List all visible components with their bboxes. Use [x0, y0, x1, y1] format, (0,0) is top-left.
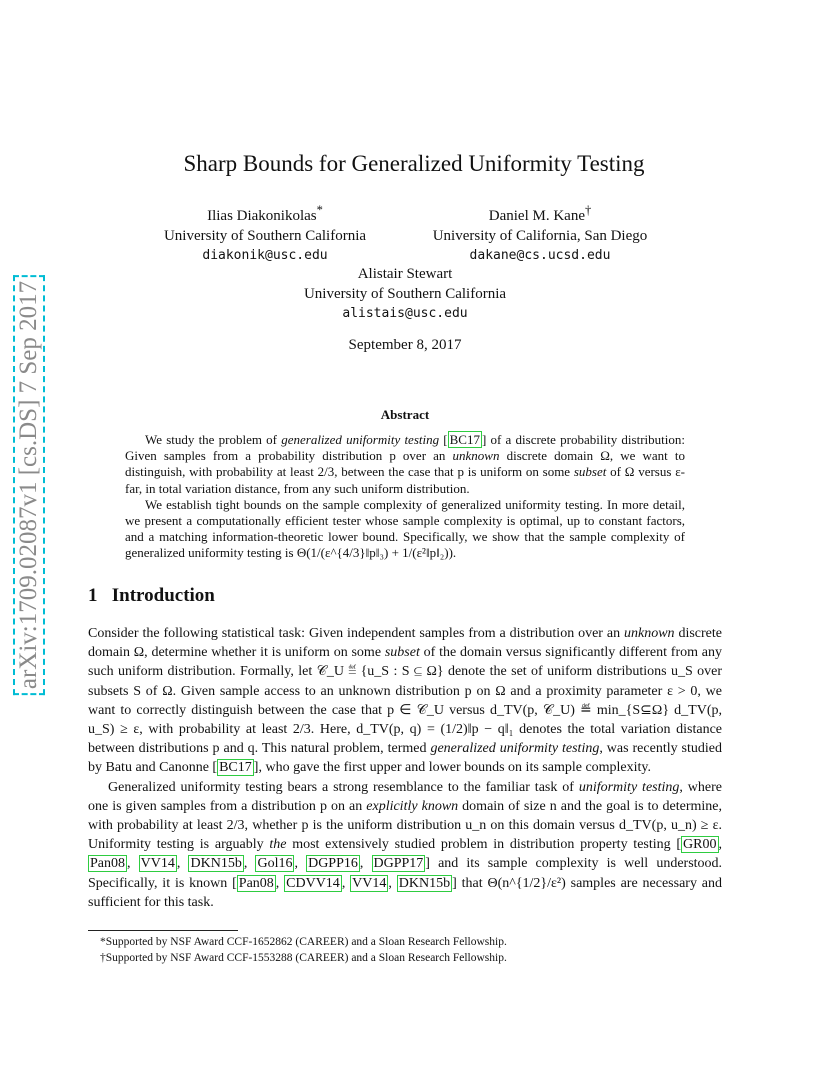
citation-link[interactable]: GR00 — [683, 837, 717, 853]
author-name: Daniel M. Kane — [488, 208, 585, 224]
citation-link[interactable]: BC17 — [219, 760, 252, 776]
citation-link[interactable]: VV14 — [140, 856, 175, 872]
author-affiliation: University of California, San Diego — [432, 228, 648, 244]
citation-link[interactable]: VV14 — [352, 875, 387, 891]
footnote-rule — [88, 930, 238, 931]
author-block-2 — [410, 200, 670, 266]
citation-link[interactable]: DGPP16 — [308, 856, 358, 872]
paper-title: Sharp Bounds for Generalized Uniformity Testing — [183, 151, 645, 176]
section-title: Introduction — [111, 585, 215, 606]
citation-link[interactable]: DGPP17 — [373, 856, 424, 872]
abstract-paragraph-1: We study the problem of generalized uniformity testing [ BC17 ] of a discrete probability distribution: Given samples from a probability distribution p over an unknown discrete domain Ω, we want to distinguish, with probability at least 2/3, between the case that p is uniform on some subset of Ω versus ε-far, in total variation distance, from any such uniform distribution. — [125, 432, 685, 496]
citation-link[interactable]: DKN15b — [398, 875, 451, 891]
author-affiliation: University of Southern California — [303, 286, 507, 302]
author-block-3 — [250, 264, 560, 324]
arxiv-stamp[interactable]: arXiv:1709.02087v1 [cs.DS] 7 Sep 2017 — [13, 275, 45, 695]
citation-link[interactable]: Pan08 — [238, 875, 274, 891]
author-email[interactable]: dakane@cs.ucsd.edu — [469, 248, 611, 263]
author-email[interactable]: diakonik@usc.edu — [202, 248, 328, 263]
author-block-1 — [140, 200, 390, 266]
footnote-2: †Supported by NSF Award CCF-1553288 (CAREER) and a Sloan Research Fellowship. — [100, 952, 507, 964]
author-email[interactable]: alistais@usc.edu — [342, 306, 468, 321]
author-name: Alistair Stewart — [357, 266, 453, 282]
abstract-body — [125, 432, 685, 562]
author-affiliation: University of Southern California — [163, 228, 367, 244]
citation-link[interactable]: Gol16 — [257, 856, 293, 872]
citation-link[interactable]: BC17 — [449, 432, 480, 447]
author-name: Ilias Diakonikolas — [207, 208, 317, 224]
abstract-heading: Abstract — [380, 407, 430, 422]
footnote-mark: * — [316, 203, 323, 217]
intro-paragraph-2: Generalized uniformity testing bears a strong resemblance to the familiar task of uniformity testing, where one is given samples from a distribution p on an explicitly known domain of size n and the goal is to determine, with probability at least 2/3, whether p is the uniform distribution u_n on this domain versus d_TV(p, u_n) ≥ ε. Uniformity testing is arguably the most extensively studied problem in distribution property testing [ GR00 , Pan08 , VV14 , DKN15b , Gol16 , DGPP16 , DGPP17 ] and its sample complexity is well understood. Specifically, it is known [ Pan08 , CDVV14 , VV14 , DKN15b ] that Θ(n^{1/2}/ε²) samples are necessary and sufficient for this task. — [88, 779, 723, 910]
citation-link[interactable]: DKN15b — [190, 856, 242, 872]
section-number: 1 — [88, 585, 98, 606]
citation-link[interactable]: CDVV14 — [286, 875, 340, 891]
arxiv-sidebar — [6, 255, 52, 715]
introduction-body — [88, 624, 722, 912]
intro-paragraph-1: Consider the following statistical task: Given independent samples from a distribution over an unknown discrete domain Ω, determine whether it is uniform on some subset of the domain versus significantly different from any such uniform distribution. Formally, let 𝒞_U ≝ {u_S : S ⊆ Ω} denote the set of uniform distributions u_S over subsets S of Ω. Given sample access to an unknown distribution p on Ω and a proximity parameter ε > 0, we want to correctly distinguish between the case that p ∈ 𝒞_U versus d_TV(p, 𝒞_U) ≝ min_{S⊆Ω} d_TV(p, u_S) ≥ ε, with probability at least 2/3. Here, d_TV(p, q) = (1/2)‖p − q‖₁ denotes the total variation distance between distributions p and q. This natural problem, termed generalized uniformity testing, was recently studied by Batu and Canonne [ BC17 ], who gave the first upper and lower bounds on its sample complexity. — [88, 626, 723, 776]
paper-date: September 8, 2017 — [348, 337, 462, 353]
footnote-mark: † — [584, 203, 592, 217]
abstract-paragraph-2: We establish tight bounds on the sample complexity of generalized uniformity testing. In more detail, we present a computationally efficient tester whose sample complexity is optimal, up to constant factors, and a matching information-theoretic lower bound. Specifically, we show that the sample complexity of generalized uniformity testing is Θ(1/(ε^{4/3}‖p‖₃) + 1/(ε²‖p‖₂)). — [125, 496, 685, 561]
citation-link[interactable]: Pan08 — [90, 856, 125, 872]
footnote-1: *Supported by NSF Award CCF-1652862 (CAREER) and a Sloan Research Fellowship. — [100, 936, 507, 948]
section-heading — [88, 585, 215, 607]
